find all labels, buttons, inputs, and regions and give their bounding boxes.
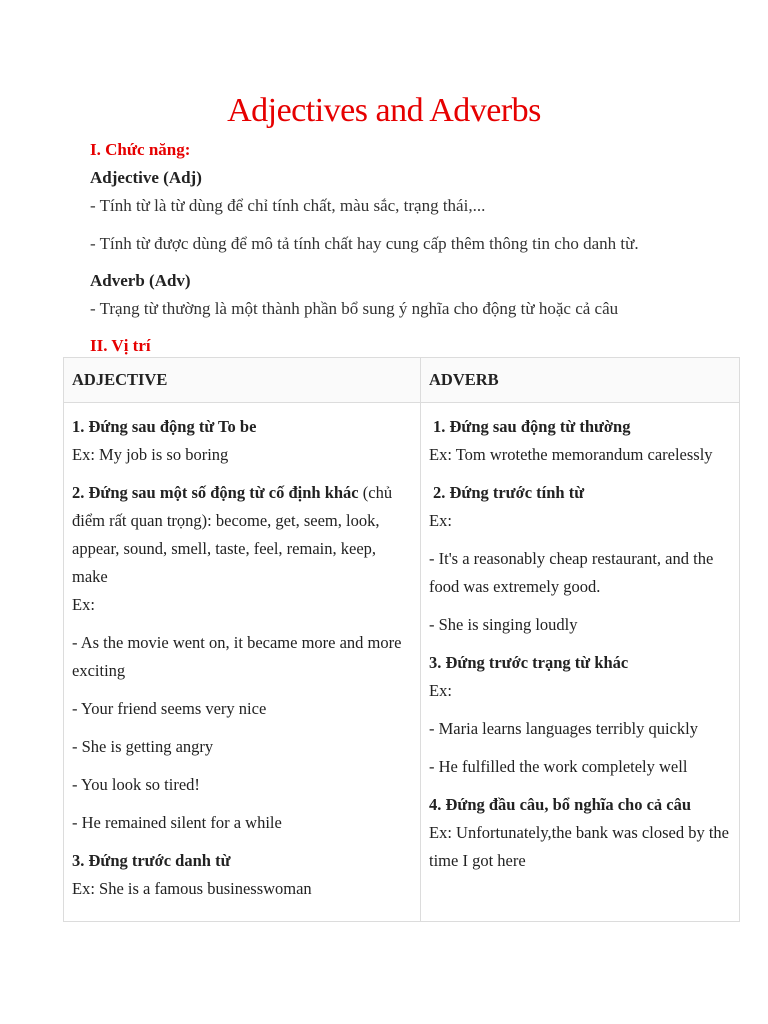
adj-rule-2-ex-label: Ex:: [72, 595, 95, 614]
adverb-definition-1: - Trạng từ thường là một thành phần bổ sung ý nghĩa cho động từ hoặc cả câu: [90, 299, 619, 318]
adjective-definition-1: - Tính từ là từ dùng để chỉ tính chất, màu sắc, trạng thái,...: [90, 196, 486, 215]
adv-rule-1-example: Ex: Tom wrotethe memorandum carelessly: [429, 445, 713, 464]
adv-rule-2-title: 2. Đứng trước tính từ: [433, 483, 585, 502]
adv-rule-4-example: Ex: Unfortunately,the bank was closed by the time I got here: [429, 823, 729, 870]
adj-rule-2-example-3: - She is getting angry: [72, 737, 214, 756]
adj-rule-3-example: Ex: She is a famous businesswoman: [72, 879, 312, 898]
adj-rule-2-example-2: - Your friend seems very nice: [72, 699, 267, 718]
adv-rule-2-example-2: - She is singing loudly: [429, 615, 578, 634]
position-table: [63, 357, 740, 922]
adj-rule-2: [72, 479, 412, 591]
section-heading-function: I. Chức năng:: [90, 140, 191, 159]
column-header-adjective: ADJECTIVE: [64, 358, 421, 403]
adv-rule-2-example-1: - It's a reasonably cheap restaurant, and the food was extremely good.: [429, 549, 714, 596]
adv-rule-2-ex-label: Ex:: [429, 511, 452, 530]
adv-rule-3-example-1: - Maria learns languages terribly quickly: [429, 719, 698, 738]
adverb-cell: [421, 403, 740, 922]
section-heading-position: II. Vị trí: [90, 336, 151, 355]
adj-rule-3-title: 3. Đứng trước danh từ: [72, 851, 231, 870]
column-header-adverb: ADVERB: [421, 358, 740, 403]
table-row: [64, 403, 740, 922]
adj-rule-2-title: 2. Đứng sau một số động từ cố định khác: [72, 483, 359, 502]
adj-rule-2-example-4: - You look so tired!: [72, 775, 200, 794]
adj-rule-1-example: Ex: My job is so boring: [72, 445, 229, 464]
adj-rule-2-example-1: - As the movie went on, it became more and more exciting: [72, 633, 402, 680]
adj-rule-2-example-5: - He remained silent for a while: [72, 813, 282, 832]
adj-rule-1-title: 1. Đứng sau động từ To be: [72, 417, 257, 436]
adv-rule-3-example-2: - He fulfilled the work completely well: [429, 757, 688, 776]
table-header-row: [64, 358, 740, 403]
adv-rule-3-title: 3. Đứng trước trạng từ khác: [429, 653, 629, 672]
adjective-definition-2: - Tính từ được dùng để mô tả tính chất hay cung cấp thêm thông tin cho danh từ.: [90, 234, 639, 253]
adjective-heading: Adjective (Adj): [90, 168, 202, 187]
adv-rule-1-title: 1. Đứng sau động từ thường: [433, 417, 631, 436]
adv-rule-3-ex-label: Ex:: [429, 681, 452, 700]
adverb-heading: Adverb (Adv): [90, 271, 191, 290]
adj-rule-2-verbs: (chủ điểm rất quan trọng): become, get, seem, look, appear, sound, smell, taste, feel, remain, keep, make: [72, 483, 393, 586]
adv-rule-4-title: 4. Đứng đầu câu, bổ nghĩa cho cả câu: [429, 795, 692, 814]
document-title: Adjectives and Adverbs: [227, 92, 541, 129]
adjective-cell: [64, 403, 421, 922]
